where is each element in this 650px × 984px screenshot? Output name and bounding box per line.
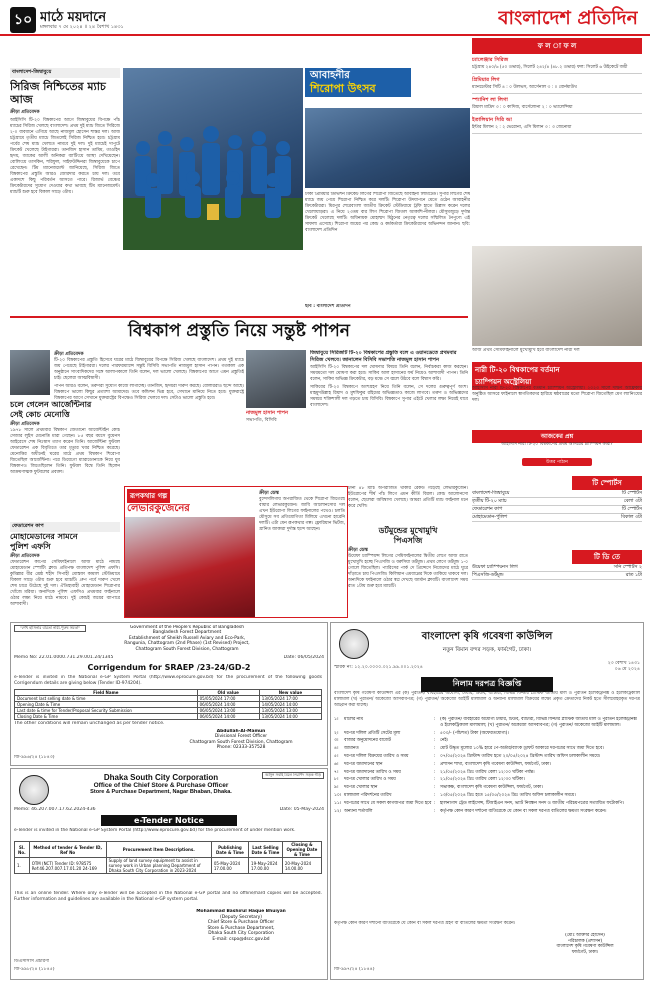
tender-barc-head: বাংলাদেশ কৃষি গবেষণা কাউন্সিল নতুন বিমান বন্দর সড়ক, ফার্মগেট, ঢাকা। — [421, 631, 553, 653]
item-number: ৩। — [334, 738, 339, 744]
leverkusen-continued: টানা ৪৮ ম্যাচ অপরাজিত থাকার রেকর্ড গড়েছে লেভারকুজেন। ইউরোপের শীর্ষ পাঁচ লিগে এমন কীর্তি বিরল। কোচ আলোনসো বলেন, ছেলেরা অবিশ্বাস্য খেলছে। আমরা প্রতিটি ম্যাচ ফাইনাল মনে করে খেলি। — [348, 486, 468, 509]
item-colon: : — [434, 717, 436, 722]
tender-barc-sign: (মোঃ আক্তার হোসেন) পরিচালক (প্রশাসন) বাংলাদেশ কৃষি গবেষণা কাউন্সিল ফার্মগেট, ঢাকা। — [556, 933, 614, 955]
tender-dscc-note: This is an online tender. Where only e-Tender will be accepted in the National e-GP portal and no offline/hard copies will be accepted. Further information and guidelines are available in the National e-GP system portal. — [14, 891, 322, 902]
item-number: ৯। — [334, 785, 339, 791]
table-header: Last Selling Date & Time — [249, 842, 283, 858]
tender-dscc — [10, 768, 328, 980]
item-colon: : — [434, 777, 436, 783]
main-col-2: পাপন আরও বলেন, তরুণরা সুযোগ কাজে লাগাচ্ছে। তানজিদ, হৃদয়রা দারুণ করছে। বোলাররাও ছন্দে আছে। বিশ্বকাপে ভালো কিছুর প্রত্যাশা আমাদের। তবে কন্ডিশন ভিন্ন হবে, সেখানে মানিয়ে নিতে হবে। যুক্তরাষ্ট্রে বিশ্বকাপের আগে সেখানে যুক্তরাষ্ট্রের বিপক্ষেও সিরিজ খেলবে দল। সেটাও ভালো প্রস্তুতি হবে। — [54, 384, 244, 401]
schedule-time: বেলা ৩টা — [623, 499, 642, 504]
result-title: স্প্যানিশ লা লিগা — [472, 97, 508, 103]
tender-forest-head: Government of the People's Republic of Bangladesh Bangladesh Forest Department Establishment of Sheikh Russell Aviary and Eco-Park, Rangunia, Chattogram (2nd Phase) (1st Revised) Project, Chattogram South Forest Division, Chattogram — [124, 625, 250, 652]
tender-dscc-intro: e-Tender is invited in the National e-GP System Portal (http://www.eprocure.gov.bd) for the procurement of under mention work. — [14, 828, 296, 833]
item-colon: : — [434, 808, 436, 814]
story-headline: সিরিজ নিশ্চিতের ম্যাচ আজ — [10, 80, 106, 106]
item-label: মালের নাম — [344, 717, 363, 722]
item-label: বাজার অনুমোদনের বাজেট — [344, 738, 391, 744]
tender-barc-banner: নিলাম দরপত্র বিজ্ঞপ্তি — [421, 677, 553, 692]
table-cell: 1. — [15, 858, 30, 874]
tender-dscc-sign: Mohammad Bashirul Haque Bhuiyan (Deputy Secretary) Chief Store & Purchase Officer Store & Purchase Department, Dhaka South City Corporation E-mail: cspo@dscc.gov.bd — [196, 909, 286, 942]
dortmund-story — [348, 526, 468, 618]
main-standfirst: জিম্বাবুয়ে সিরিজটি টি-২০ বিশ্বকাপের প্রস্তুতি বলে এ ওয়ানডেতে প্রথমবার সিরিজ খেলবে। জানালেন বিসিবি সভাপতি নাজমুল হাসান পাপন — [310, 350, 457, 363]
story-body: আইসিসি টি-২০ বিশ্বকাপের আগে জিম্বাবুয়ের বিপক্ষে পাঁচ ম্যাচের সিরিজ খেলছে বাংলাদেশ। প্রথম দুই ম্যাচ জিতে সিরিজে ২-০ ব্যবধানে এগিয়ে আছে নাজমুল হোসেন শান্তর দল। আজ চট্টগ্রামে তৃতীয় ম্যাচে জিতলেই সিরিজ নিশ্চিত হবে। চট্টগ্রাম পর্বের শেষ ম্যাচ খেলতে নামবে দুই দল। দুই ম্যাচেই দাপুটে ক্রিকেট খেলেছে টাইগাররা। তানজিদ হাসান তামিম, তাওহিদ হৃদয়, জাকের আলী অনিকরা ব্যাটিংয়ে আস্থা দেখিয়েছেন। বোলিংয়ে তাসকিন, শরিফুল, সাইফউদ্দিনরা জিম্বাবুয়েকে চাপে রেখেছেন। টিম ম্যানেজমেন্ট জানিয়েছে, সিরিজ জিতে বিশ্বকাপের প্রস্তুতি আরও জোরদার করতে চায় দল। তবে একাদশে কিছু পরিবর্তন আসতে পারে। রিজার্ভ বেঞ্চের ক্রিকেটারদের সুযোগ দেওয়ার কথা ভাবছে টিম ম্যানেজমেন্ট। ম্যাচটি শুরু হবে বিকাল সাড়ে ৩টায়। — [10, 118, 120, 195]
item-number: ৭। — [334, 769, 339, 775]
mohamedan-byline: ক্রীড়া প্রতিবেদক — [10, 554, 40, 559]
item-number: ৬। — [334, 761, 339, 767]
zim-story — [10, 68, 120, 314]
table-cell: 13/05/2024 17:00 — [259, 696, 321, 702]
item-label: দরপত্র জমাদানের তারিখ ও সময় — [344, 769, 401, 775]
barc-seal-icon — [339, 629, 369, 659]
table-cell: 13/05/2024 14:00 — [259, 714, 321, 720]
list-item — [334, 801, 640, 807]
item-colon: : — [434, 738, 436, 744]
women-photo-caption: আজ প্রথম সেমিফাইনালে মুখোমুখি হবে বাংলাদেশ নারী দল — [472, 348, 580, 353]
table-header: Old value — [197, 690, 259, 696]
mohamedan-headline-1: মোহামেডানের সামনে — [10, 532, 78, 541]
item-value: ৫০০/- (পাঁচশত) টাকা (অফেরতযোগ্য)। — [440, 730, 509, 736]
item-number: ১২। — [334, 808, 342, 814]
abahani-team-photo — [123, 68, 303, 250]
item-value: মোট উদ্ধৃত মূল্যের ১০% হারে পে-অর্ডার/ব্যাংক ড্রাফট আকারে দরপত্রের সাথে জমা দিতে হবে। — [440, 746, 604, 752]
schedule-event: উয়েফা চ্যাম্পিয়নস লিগ — [472, 565, 518, 570]
tender-forest-sign: Abdullah-Al-Mamun Divisional Forest Officer Chattogram South Forest Division, Chattogram Phone: 02333-357528 — [189, 729, 293, 751]
photo-title-2: শিরোপা উৎসব — [310, 82, 376, 95]
mohamedan-headline-2: পুলিশ এফসি — [10, 542, 51, 551]
tsports-list — [472, 490, 642, 522]
result-item — [472, 97, 642, 114]
leverkusen-text: ক্রীড়া ডেস্ক বুন্দেসলিগায় অপরাজিত থেকে শিরোপা জিতেছে বায়ার লেভারকুজেন। জাবি আলোনসোর দল এখন ইউরোপা লিগের ফাইনালের পথেও। চলতি মৌসুমে সব প্রতিযোগিতা মিলিয়ে এখনো হারেনি দলটি। এটা যেন রূপকথার গল্প। ফ্লোরিয়ান ভির্টজ, গ্রানিত জাকারা দুর্দান্ত ছন্দে আছেন। — [259, 491, 345, 532]
schedule-row — [472, 490, 642, 498]
item-colon: : — [434, 730, 436, 736]
table-header: New value — [259, 690, 321, 696]
tender-forest-slogan: "শেখ হাসিনার বারতা নারী-পুরুষ সমতা" — [14, 625, 86, 632]
table-row — [15, 714, 322, 720]
list-item — [334, 770, 640, 776]
item-colon: : — [434, 746, 436, 752]
menotti-byline: ক্রীড়া প্রতিবেদক — [10, 422, 40, 427]
main-headline-bar — [10, 316, 468, 346]
item-number: ৮। — [334, 777, 339, 783]
answer-link[interactable]: উত্তর পাঠান — [522, 458, 592, 466]
result-item — [472, 117, 642, 134]
tender-barc-date: ২৩ বৈশাখ ১৪৩১ ০৬ মে ২০২৪ — [607, 661, 640, 673]
tender-barc-rows — [334, 717, 640, 816]
schedule-row — [472, 572, 642, 580]
schedule-event: বাংলাদেশ-জিম্বাবুয়ে — [472, 491, 510, 496]
item-value: (ক) পুরাতন/ ব্যবহারের অযোগ্য টায়ার, টিউব, ব্যাটারী, বিভিন্ন ফিল্টার প্লাস্টিক জাতীয় মাল ও পুরাতন ইলেকট্রনিক্স ও ইলেকট্রিক্যাল মালামাল; (খ) পুরাতন/ অকেজো আসবাবপত্র; (গ) পুরাতন/ অকেজো আইটি মালামাল। — [440, 717, 637, 728]
tender-dscc-memo: Memo: 46.207.007.17.62.2024-436 — [14, 807, 96, 812]
menotti-body: ১৯৭৮ সালে প্রথমবার বিশ্বকাপ জেতানো আর্জেন্টাইন কোচ সেজার লুইস মেনোত্তি মারা গেছেন। ৮৫ বছর বয়সে বুয়েনস আইরেসে শেষ নিঃশ্বাস ত্যাগ করেন তিনি। আর্জেন্টিনা ফুটবল ফেডারেশন এক বিবৃতিতে তার মৃত্যুর খবর নিশ্চিত করেছে। মেনোত্তির অধীনেই ঘরের মাঠে প্রথম বিশ্বকাপ শিরোপা জিতেছিল আর্জেন্টিনা। পরে ডিয়েগো ম্যারাডোনাকে নিয়ে যুব বিশ্বকাপও জিতেছিলেন তিনি। ফুটবল বিশ্বে তিনি ছিলেন আক্রমণাত্মক ফুটবলের প্রবক্তা। — [10, 428, 120, 475]
masthead-logo: বাংলাদেশ প্রতিদিন — [497, 7, 638, 29]
menotti-headline-2: সেই কোচ মেনোত্তি — [10, 410, 70, 419]
today-question: আইসিসি নারী টি-২০ বিশ্বকাপের প্রথম আসরের চ্যাম্পিয়ন কারা? — [501, 442, 613, 447]
tender-forest-table — [14, 689, 322, 720]
tender-forest-intro: e-Tender is invited in the National e-GP System Portal (http://www.eprocure.gov.bd) for the procurement of the following goods Corrigendum details are giving below (Tender ID-974204). — [14, 675, 322, 686]
result-text: চট্টগ্রাম ২৪০/৬ (৫০ ওভার), সিলেট ২৪২/৪ (৪৮.২ ওভার) ফল: সিলেট ৬ উইকেটে জয়ী — [472, 65, 628, 70]
list-item — [334, 785, 640, 791]
table-header: Publishing Date & Time — [211, 842, 248, 858]
leverkusen-story — [124, 486, 348, 618]
nari-title: নারী টি-২০ বিশ্বকাপের বর্তমান চ্যাম্পিয়ন অস্ট্রেলিয়া — [472, 362, 642, 390]
tender-forest-ref: জি-৯৯৬/২৪ (১৮৪৩) — [14, 755, 55, 760]
story-kicker: বাংলাদেশ-জিম্বাবুয়ে — [10, 68, 120, 78]
table-header: Closing & Opening Date & Time — [282, 842, 321, 858]
page-number: ১০ — [10, 7, 36, 33]
table-header: Method of tender & Tender ID, Ref No — [29, 842, 106, 858]
item-colon: : — [434, 761, 436, 767]
schedule-event: তৃতীয় টি-২০ ম্যাচ — [472, 499, 507, 504]
schedule-time: টি স্পোর্টস — [621, 491, 642, 496]
result-title: প্রিমিয়ার লিগ — [472, 77, 500, 83]
tender-forest-date: Date: 06/05/2024 — [283, 655, 324, 660]
abahani-player-photo — [305, 108, 470, 188]
item-label: দরপত্র দলিল প্রতিটি সেটের মূল্য — [344, 730, 401, 736]
main-col-4: সাকিবের টি-২০ বিশ্বকাপে অংশগ্রহণ নিয়ে তিনি বলেন, সে দলের গুরুত্বপূর্ণ অংশ। মাহমুদউল্লাহ রিয়াদ ও মুশফিকুর রহিমের অভিজ্ঞতাও কাজে লাগবে। তরুণ ও অভিজ্ঞদের সমন্বয়ে শক্তিশালী দল গড়তে চায় বিসিবি। বিশ্বকাপে সুপার এইটে খেলার লক্ষ্য নিয়েই যাবে বাংলাদেশ। — [310, 385, 468, 409]
table-cell: 06/05/2024 14:00 — [197, 702, 259, 708]
item-value: সভাকক্ষ, বাংলাদেশ কৃষি গবেষণা কাউন্সিল, ফার্মগেট, ঢাকা। — [440, 785, 544, 791]
result-text: ইন্টার মিলান ২ : ২ ভেরোনা, এসি মিলান ৩ : ৩ জেনোয়া — [472, 125, 572, 130]
leverkusen-headline: লেভারকুজেনের — [127, 503, 190, 514]
tender-barc — [330, 622, 644, 980]
item-number: ৪। — [334, 746, 339, 752]
item-value: ০৭/০৫/২০২৪ খ্রিস্টাব্দ তারিখ হতে ২০/০৫/২০২৪ খ্রিস্টাব্দ তারিখ অফিস চলাকালীন সময়ে। — [440, 753, 601, 759]
schedule-event: ফেডারেশন কাপ — [472, 507, 503, 512]
leverkusen-label: রূপকথার গল্প — [127, 489, 170, 503]
tender-forest — [10, 622, 328, 766]
list-item — [334, 717, 640, 729]
menotti-story — [10, 400, 120, 520]
schedule-event: পিএসজি-ডর্টমুন্ড — [472, 573, 504, 578]
item-number: ৫। — [334, 753, 339, 759]
schedule-time: সনি স্পোর্টস ২ — [613, 565, 642, 570]
schedule-row — [472, 564, 642, 572]
result-title: চ্যালেঞ্জার সিরিজ — [472, 57, 509, 63]
team-silhouettes — [123, 68, 303, 250]
schedule-row — [472, 498, 642, 506]
sidebar — [472, 38, 642, 618]
item-label: দরপত্র খোলার তারিখ ও সময় — [344, 777, 396, 783]
list-item — [334, 731, 640, 737]
td-title: টি ডি তে — [572, 550, 642, 564]
tender-barc-memo: স্মারক নং: ১২.২০.০০০০.০২১.৯৯.০০১.২০২৪ — [334, 665, 423, 670]
table-header: Sl. No. — [15, 842, 30, 858]
schedule-time: বিকাল ৩টা — [620, 515, 642, 520]
main-byline: ক্রীড়া প্রতিবেদক — [54, 352, 84, 357]
item-number: ১১। — [334, 800, 342, 806]
item-value: ২১/০৫/২০২৪ খ্রিঃ তারিখ বেলা ১২:০০ ঘটিকা পর্যন্ত। — [440, 769, 535, 775]
nari-text: আইসিসি নারী টি-২০ বিশ্বকাপের বর্তমান চ্যাম্পিয়ন অস্ট্রেলিয়া। ২০২৩ সালে দক্ষিণ আফ্রিকায় অনুষ্ঠিত আসরে ফাইনালে স্বাগতিকদের হারিয়ে ষষ্ঠবারের মতো শিরোপা জিতেছিল মেগ ল্যানিংয়ের দল। — [472, 386, 642, 403]
dortmund-body: উয়েফা চ্যাম্পিয়ন্স লিগের সেমিফাইনালের দ্বিতীয় লেগে আজ রাতে মুখোমুখি হচ্ছে পিএসজি ও বরুসিয়া ডর্টমুন্ড। প্রথম লেগে ডর্টমুন্ড ১-০ গোলে জিতেছিল। প্যারিসের পার্ক দে প্রিন্সেসে নিজেদের মাঠে ঘুরে দাঁড়াতে চায় পিএসজি। কিলিয়ান এমবাপ্পের দিকে তাকিয়ে থাকবে দল। অন্যদিকে ফাইনালে ওঠার স্বপ্ন দেখছে জার্মান ক্লাবটি। বাংলাদেশ সময় রাত ১টায় শুরু হবে ম্যাচটি। — [348, 554, 468, 589]
result-item — [472, 57, 642, 74]
page-date: মঙ্গলবার ৭ মে ২০২৪ ॥ ২৪ বৈশাখ ১৪৩১ — [40, 24, 124, 30]
item-label: মালামাল পরিদর্শনের তারিখ — [344, 792, 392, 798]
table-cell: 06/05/2024 14:00 — [197, 714, 259, 720]
photo-caption: ঢাকা প্রিমিয়ার ডিভিশন ক্রিকেট লিগের শিরোপা জিতেছে আবাহনী লিমিটেড। সুপার লিগের শেষ ম্যাচে জয় পেয়ে শিরোপা নিশ্চিত করে দলটি। শিরোপা উদযাপনে মেতে ওঠেন আবাহনীর ক্রিকেটাররা। মিরপুর শেরেবাংলা জাতীয় ক্রিকেট স্টেডিয়ামে ট্রফি হাতে উল্লাস করেন দলের খেলোয়াড়রা। এ নিয়ে ২৩তম বার লিগ শিরোপা জিতল আকাশি-নীলরা। মৌসুমজুড়ে দুর্দান্ত ক্রিকেট খেলেছে দলটি। অধিনায়ক মোহাম্মদ মিঠুনের নেতৃত্বে দলের সম্মিলিত নৈপুণ্যে এই সাফল্য এসেছে। শিরোপা জয়ের পর কোচ ও কর্মকর্তারা ক্রিকেটারদের অভিনন্দন জানান। ছবি: বাংলাদেশ প্রতিদিন — [305, 192, 470, 233]
menotti-headline-1: চলে গেলেন আর্জেন্টিনার — [10, 400, 92, 409]
tender-forest-title: Corrigendum for SRAEP /23-24/GD-2 — [87, 663, 251, 672]
women-cricket-photo — [472, 246, 642, 346]
table-cell: 05-May-2024 17.00.00 — [211, 858, 248, 874]
list-item — [334, 762, 640, 768]
photo-title-1: আবাহনীর — [310, 70, 350, 81]
result-item — [472, 77, 642, 94]
item-value: হালনাগাদ ট্রেড লাইসেন্স, টিআইএন সনদ, ভ্যাট নিবন্ধন সনদ ও জাতীয় পরিচয়পত্রের সত্যায়িত ফটোকপি। — [440, 800, 625, 806]
page-header — [0, 0, 650, 36]
story-byline: ক্রীড়া প্রতিবেদক — [10, 110, 40, 115]
main-col-1: টি-২০ বিশ্বকাপের প্রস্তুতি হিসেবে ঘরের মাঠে জিম্বাবুয়ের বিপক্ষে সিরিজ খেলছে বাংলাদেশ। প্রথম দুই ম্যাচে জয় পেয়েছে টাইগাররা। দলের পারফরম্যান্সে সন্তুষ্ট বিসিবি সভাপতি নাজমুল হাসান পাপন। গতকাল এক অনুষ্ঠানে সাংবাদিকদের সঙ্গে আলাপকালে তিনি বলেন, দল ভালো খেলছে। বিশ্বকাপের আগে এমন প্রস্তুতিই চাই। ছেলেরা আত্মবিশ্বাসী। — [54, 358, 244, 381]
item-value: প্রশাসন শাখা, বাংলাদেশ কৃষি গবেষণা কাউন্সিল, ফার্মগেট, ঢাকা। — [440, 761, 552, 767]
item-colon: : — [434, 769, 436, 775]
tender-dscc-head: Dhaka South City Corporation Office of the Chief Store & Purchase Officer Store & Purchase Department, Nagar Bhaban, Dhaka. — [90, 773, 232, 795]
item-number: ১০। — [334, 792, 342, 798]
papon-photo — [10, 350, 50, 395]
tender-forest-note: The other conditions will remain unchanged as per tender notice. — [14, 721, 165, 726]
item-value: কর্তৃপক্ষ কোন কারণ দর্শানো ব্যতিরেকে যে কোন বা সকল দরপত্র বাতিলের ক্ষমতা সংরক্ষণ করেন। — [440, 808, 607, 814]
list-item — [334, 754, 640, 760]
item-colon: : — [434, 800, 436, 806]
item-number: ১। — [334, 717, 339, 722]
tsports-title: টি স্পোর্টস — [572, 476, 642, 490]
tender-dscc-table — [14, 841, 322, 874]
table-cell: 13/05/2024 13:00 — [259, 708, 321, 714]
table-cell: Supply of land survey equipment to assist in survey work in Urban planning Department of Dhaka South City Corporation in 2023-2024 — [106, 858, 211, 874]
dortmund-byline: ক্রীড়া ডেস্ক — [348, 548, 368, 553]
today-title: আজকের প্রশ্ন — [472, 430, 642, 443]
results-header: ফ ল া ফ ল — [472, 38, 642, 54]
schedule-time: টি স্পোর্টস — [621, 507, 642, 512]
item-colon: : — [434, 753, 436, 759]
tender-dscc-ref: জি-৯৯৮/২৪ (১৮৪৫) — [14, 967, 55, 972]
list-item — [334, 746, 640, 752]
tender-dscc-slogan: আসুন সবাই মিলে নিরাপদ সড়ক গড়ি — [262, 772, 324, 779]
table-cell: 20-May-2024 14.00.00 — [282, 858, 321, 874]
tender-dscc-banner: e-Tender Notice — [101, 815, 237, 826]
list-item — [334, 777, 640, 783]
dscc-seal-icon — [19, 775, 49, 805]
table-cell: 05/05/2024 17:00 — [197, 696, 259, 702]
table-cell: 19-May-2024 17.00.00 — [249, 858, 283, 874]
schedule-row — [472, 506, 642, 514]
result-text: ম্যানচেস্টার সিটি ৪ : ০ উলভস, আর্সেনাল ৩ : ০ বোর্নমাউথ — [472, 85, 577, 90]
abahani-celebration — [305, 68, 470, 314]
item-label: দরপত্র জমাদানের স্থান — [344, 761, 383, 767]
schedule-time: রাত ১টা — [625, 573, 642, 578]
table-cell: Document last selling date & time — [15, 696, 198, 702]
dortmund-headline-1: ডর্টমুন্ডের মুখোমুখি — [378, 526, 438, 535]
photo-credit: ছবি : বাংলাদেশ প্রতিদিন — [305, 304, 351, 309]
tender-barc-intro: বাংলাদেশ কৃষি গবেষণা কাউন্সিল এর (ক) পুরাতন/ ব্যবহারের অযোগ্য, টায়ার, টিউব, ব্যাটারী, বিভিন্ন ফিল্টার প্লাস্টিক জাতীয় মাল ও পুরাতন ইলেকট্রনিক্স ও ইলেকট্রিক্যাল মালামাল (খ) পুরাতন/ অকেজো আসবাবপত্র; (গ) পুরাতন/ অকেজো আইটি মালামাল ও অন্যান্য মালামাল বিক্রয়ের লক্ষ্যে প্রকৃত ক্রেতাদের নিকট হতে সীলমোহরকৃত দরপত্র আহ্বান করা যাচ্ছে। — [334, 691, 640, 708]
table-header: Procurement Item Descriptions. — [106, 842, 211, 858]
item-label: জামানত — [344, 746, 359, 752]
main-col-3: আইসিসি টি-২০ বিশ্বকাপের দল ঘোষণার বিষয়ে তিনি বলেন, নির্বাচকরা কাজ করছেন। সময়মতো দল ঘোষণা করা হবে। সাকিব আল হাসানের ফর্ম নিয়েও আশাবাদী পাপন। তিনি বলেন, সাকিব অভিজ্ঞ ক্রিকেটার, বড় মঞ্চে সে জ্বলে উঠবে বলে বিশ্বাস করি। — [310, 365, 468, 383]
mohamedan-story — [10, 522, 120, 622]
item-colon: : — [434, 792, 436, 798]
dortmund-headline-2: পিএসজি — [393, 536, 423, 545]
table-header: Field Name — [15, 690, 198, 696]
tender-dscc-date: Date: 05-May-2024 — [279, 807, 324, 812]
tender-barc-ref: জি-৯৯৭/২৪ (১৮৪৪) — [334, 967, 375, 972]
item-value: ১৩/০৫/২০২৪ খ্রিঃ হতে ১৫/০৫/২০২৪ খ্রিঃ তারিখ অফিস চলাকালীন সময়ে। — [440, 792, 576, 798]
main-headline: বিশ্বকাপ প্রস্তুতি নিয়ে সন্তুষ্ট পাপন — [128, 321, 350, 341]
result-title: ইতালিয়ান সিরি আ — [472, 117, 513, 123]
table-cell: 06/05/2024 13:00 — [197, 708, 259, 714]
schedule-event: মোহামেডান-পুলিশ — [472, 515, 508, 520]
item-colon: : — [434, 785, 436, 791]
td-list — [472, 564, 642, 580]
table-cell: 14/05/2024 14:00 — [259, 702, 321, 708]
item-label: দরপত্র খোলার স্থান — [344, 785, 378, 791]
tender-dscc-ref-2: ডিএসসিসি প্রচারণা — [14, 959, 50, 964]
list-item — [334, 809, 640, 815]
trophy-icon — [207, 204, 219, 220]
table-cell: Closing Date & Time — [15, 714, 198, 720]
papon-portrait — [246, 350, 306, 408]
table-cell: Opening Date & Time — [15, 702, 198, 708]
item-value: ২১/০৫/২০২৪ খ্রিঃ তারিখ বেলা ১২:৩০ ঘটিকা। — [440, 777, 525, 783]
item-value: নেই। — [440, 738, 449, 744]
table-cell: OTM (NCT) Tender ID: 978575 Ref:46.207.007.17.01.20 24-169 — [29, 858, 106, 874]
result-text: রিয়াল মাদ্রিদ ৩ : ০ কাদিজ, বার্সেলোনা ২ : ০ ভ্যালেন্সিয়া — [472, 105, 573, 110]
schedule-row — [472, 514, 642, 522]
table-cell: Last date & time for Tender/Proposal Security Submission — [15, 708, 198, 714]
mohamedan-kicker: ফেডারেশন কাপ — [10, 522, 120, 532]
list-item — [334, 793, 640, 799]
tender-barc-footnote: কর্তৃপক্ষ কোন কারণ দর্শানো ব্যতিরেকে যে কোন বা সকল দরপত্র গ্রহণ বা বাতিলের ক্ষমতা সংরক্ষণ করেন। — [334, 921, 516, 926]
main-col-right — [310, 350, 468, 482]
results-list — [472, 57, 642, 134]
item-number: ২। — [334, 730, 339, 736]
item-label: দরপত্রের সাথে যে সকল কাগজপত্র জমা দিতে হবে — [344, 800, 432, 806]
item-label: দরপত্র দলিল বিক্রয়ের তারিখ ও সময় — [344, 753, 409, 759]
mohamedan-body: ফেডারেশন কাপের সেমিফাইনালে আজ মাঠে নামছে মোহামেডান স্পোর্টিং ক্লাব। প্রতিপক্ষ বাংলাদেশ পুলিশ এফসি। কুমিল্লার বীর শ্রেষ্ঠ শহীদ সিপাহী মোস্তফা কামাল স্টেডিয়ামে বিকাল সাড়ে ৩টায় শুরু হবে ম্যাচটি। গ্রুপ পর্বে দারুণ খেলে শেষ চারে উঠেছে দুই দল। ঐতিহ্যবাহী মোহামেডান শিরোপার খোঁজে মরিয়া। অন্যদিকে পুলিশ এফসিও প্রথমবার ফাইনালে ওঠার লক্ষ্য নিয়ে মাঠে নামবে। দুই কোচই জয়ের ব্যাপারে আশাবাদী। — [10, 560, 120, 607]
papon-label: নাজমুল হাসান পাপন সভাপতি, বিসিবি — [246, 410, 288, 423]
item-label: অন্যান্য শর্তাবলি — [344, 808, 373, 814]
list-item — [334, 738, 640, 744]
section-title: মাঠে ময়দানে — [40, 10, 107, 25]
tender-forest-memo: Memo No: 22.01.0000.731.29.001.24/1345 — [14, 655, 114, 660]
leverkusen-photo — [125, 517, 255, 617]
